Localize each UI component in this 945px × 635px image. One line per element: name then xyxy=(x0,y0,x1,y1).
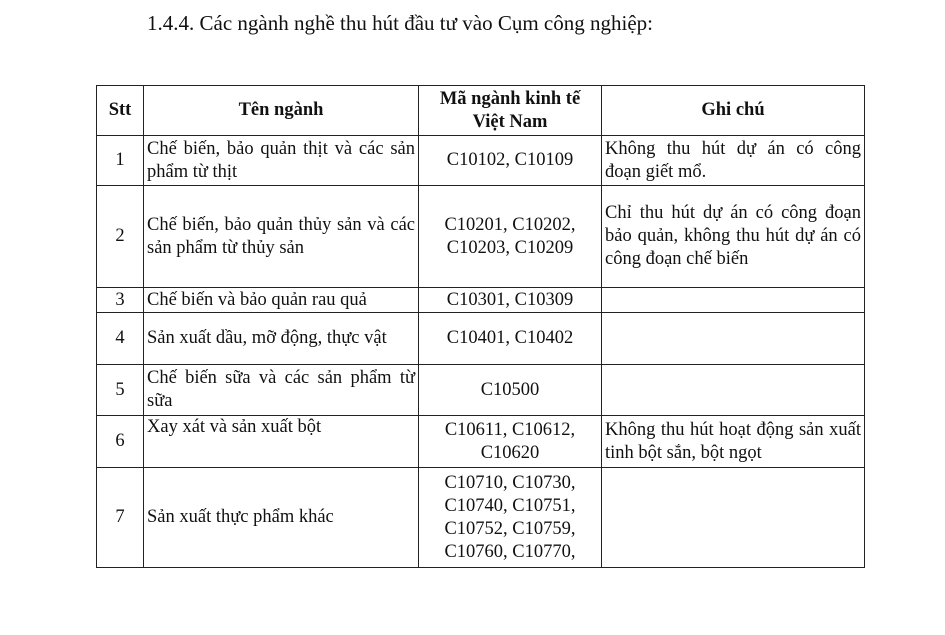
row-note: Không thu hút hoạt động sản xuất tinh bột sắn, bột ngọt xyxy=(602,416,865,468)
row-name: Chế biến, bảo quản thịt và các sản phẩm từ thịt xyxy=(144,136,419,186)
table-row xyxy=(97,468,865,568)
header-stt: Stt xyxy=(97,86,144,136)
row-note xyxy=(602,365,865,416)
table-row xyxy=(97,365,865,416)
row-stt: 4 xyxy=(97,313,144,365)
row-stt: 2 xyxy=(97,186,144,288)
header-name: Tên ngành xyxy=(144,86,419,136)
row-codes xyxy=(419,365,602,416)
row-stt: 3 xyxy=(97,288,144,313)
row-codes xyxy=(419,288,602,313)
code-line: C10611, C10612, xyxy=(444,419,576,440)
code-line: C10301, C10309 xyxy=(446,289,574,310)
table-row xyxy=(97,416,865,468)
industry-table xyxy=(96,85,865,568)
row-name: Sản xuất thực phẩm khác xyxy=(144,468,419,568)
row-codes xyxy=(419,313,602,365)
header-code-line2: Việt Nam xyxy=(472,111,548,132)
row-name: Chế biến sữa và các sản phẩm từ sữa xyxy=(144,365,419,416)
row-stt: 5 xyxy=(97,365,144,416)
row-stt: 7 xyxy=(97,468,144,568)
code-line: C10740, C10751, xyxy=(444,495,576,516)
row-stt: 1 xyxy=(97,136,144,186)
row-codes xyxy=(419,468,602,568)
code-line: C10760, C10770, xyxy=(444,541,576,562)
code-line: C10752, C10759, xyxy=(444,518,576,539)
row-note: Không thu hút dự án có công đoạn giết mổ. xyxy=(602,136,865,186)
code-line: C10201, C10202, xyxy=(444,214,576,235)
code-line: C10102, C10109 xyxy=(446,150,574,170)
table-row xyxy=(97,186,865,288)
code-line: C10500 xyxy=(480,379,540,400)
row-stt: 6 xyxy=(97,416,144,468)
row-name: Sản xuất dầu, mỡ động, thực vật xyxy=(144,313,419,365)
row-note: Chỉ thu hút dự án có công đoạn bảo quản, không thu hút dự án có công đoạn chế biến xyxy=(602,186,865,288)
code-line: C10203, C10209 xyxy=(446,237,574,258)
code-line: C10710, C10730, xyxy=(444,472,576,493)
table-row xyxy=(97,313,865,365)
table-row xyxy=(97,288,865,313)
row-codes xyxy=(419,136,602,186)
row-note xyxy=(602,288,865,313)
table-row xyxy=(97,136,865,186)
code-line: C10401, C10402 xyxy=(446,328,574,348)
header-note: Ghi chú xyxy=(602,86,865,136)
table-header-row xyxy=(97,86,865,136)
row-note xyxy=(602,468,865,568)
section-heading: 1.4.4. Các ngành nghề thu hút đầu tư vào Cụm công nghiệp: xyxy=(147,11,653,35)
row-codes xyxy=(419,186,602,288)
header-code-line1: Mã ngành kinh tế xyxy=(439,88,581,109)
row-name: Chế biến và bảo quản rau quả xyxy=(144,288,419,313)
row-name: Xay xát và sản xuất bột xyxy=(144,416,419,468)
header-code xyxy=(419,86,602,136)
code-line: C10620 xyxy=(480,442,540,463)
row-name: Chế biến, bảo quản thủy sản và các sản phẩm từ thủy sản xyxy=(144,186,419,288)
row-note xyxy=(602,313,865,365)
row-codes xyxy=(419,416,602,468)
